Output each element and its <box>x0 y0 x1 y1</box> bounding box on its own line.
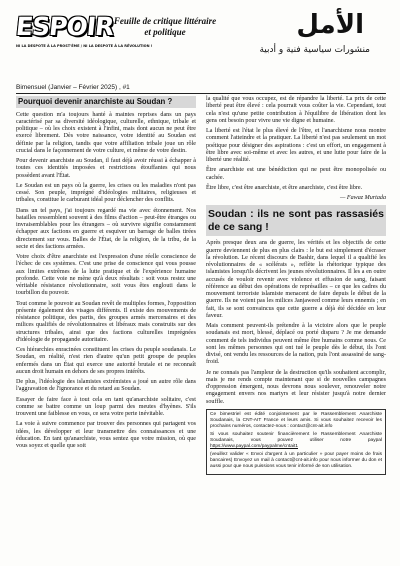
article2-headline: Soudan : ils ne sont pas rassasiés de ce sang ! <box>206 205 386 236</box>
header-divider <box>16 93 386 94</box>
article1-signature: — Fawaz Murtada <box>339 195 386 201</box>
espoir-logo <box>14 12 153 72</box>
article1-paragraph: Essayer de faire face à tout cela en tant qu'anarchiste solitaire, c'est comme se battre comme un loup parmi des meutes d'hyènes. S'ils trouvent une faiblesse en vous, ce sera votre perte inévitable. <box>16 396 196 417</box>
right-column <box>206 96 386 475</box>
article1-paragraph: Votre choix d'être anarchiste est l'expression d'une réelle conscience de l'échec de ces systèmes. C'est une prise de conscience qui vous pousse aux limites extrêmes de la lutte pratique et de l'expérience humaine profonde. Cette voie ne mène qu'à deux résultats : soit vous restez une véritable résistance révolutionnaire, soit vous êtes englouti dans le tourbillon du pouvoir. <box>16 254 196 297</box>
article1-continuation: Être libre, c'est être anarchiste, et être anarchiste, c'est être libre. <box>206 184 363 191</box>
article2-paragraph: Je ne connais pas l'ampleur de la destruction qu'ils souhaitent accomplir, mais je me rends compte maintenant que si de nouvelles campagnes d'oppression émergent, nous devrons nous soulever, renouveler notre engagement envers nos martyrs et leur résister jusqu'à notre dernier souffle. <box>206 369 386 405</box>
article1-continuation: La liberté est l'état le plus élevé de l'être, et l'anarchisme nous montre comment l'atteindre et la pratiquer. La liberté n'est pas seulement un mot poétique pour désigner des aspirations : c'est un effort, un engagement à être libre avec soi-même et avec les autres, et une lutte pour faire de la liberté une réalité. <box>206 128 386 163</box>
logo-text: ESPOIR <box>14 12 115 41</box>
publication-subtitle: Feuille de critique littéraire et politique <box>113 16 217 37</box>
left-column <box>16 96 196 453</box>
arabic-subtitle: منشورات سياسية فنية و أدبية <box>259 45 370 55</box>
article2-paragraph: Après presque deux ans de guerre, les vérités et les objectifs de cette guerre deviennent de plus en plus clairs : le but est simplement d'écraser la révolution. Le récent discours de Bashir, dans lequel il a qualifié les révolutionnaires de « scélérats », reflète la rhétorique typique des islamistes lorsqu'ils décrivent les jeunes révolutionnaires. Il les a en outre accusés de vouloir revenir avec violence et effusion de sang, faisant référence au début des opérations de représailles – ce que les cadres du mouvement terroriste islamiste menacent de faire depuis le début de la guerre. Ils ne voient pas les milices Janjaweed comme leurs ennemis ; en fait, ils se sont convaincus que cette guerre a déjà été décidée en leur faveur. <box>206 240 386 319</box>
article1-paragraph: Pour devenir anarchiste au Soudan, il faut déjà avoir réussi à échapper à toutes ces identités imposées et restrictions étouffantes qui nous possèdent avant l'État. <box>16 158 196 179</box>
notice-publisher: Ce bimestriel est édité conjointement par le Rassemblement Anarchiste Soudanais, la CNT-AIT France et leurs amis. Si vous souhaitez recevoir les prochains numéros, contactez-nous : contact@cnt-ait.info <box>210 411 382 429</box>
notice-instructions: (veuillez valider « Envoi d'argent à un particulier » pour payer moins de frais bancaires) Envoyez un mail à contact@cnt-ait.info pour nous informer du don et aussi pour que nous puissions vous tenir informé de son utilisation. <box>210 451 382 469</box>
arabic-title: الأمل <box>296 10 364 40</box>
paypal-link[interactable]: https://www.paypal.com/paypalme/cntait1 <box>210 443 298 449</box>
contact-notice-box <box>206 409 386 475</box>
logo-tagline: NI LA DESPOTE À LA PROST'ÉME / NI LA DESPOTE À LA RÉVOLUTION ! <box>16 44 153 48</box>
article2-paragraph: Mais comment peuvent-ils prétendre à la victoire alors que le peuple soudanais est mort, blessé, déplacé ou porté disparu ? Je me demande comment de tels individus peuvent même être humains comme nous. Ce sont les mêmes personnes qui ont tué le peuple dès le début, ils l'ont divisé, ont vendu les ressources de la nation, puis l'ont assassiné de sang-froid. <box>206 323 386 366</box>
article1-paragraph: Dans un tel pays, j'ai toujours regardé ma vie avec étonnement. Nos batailles ressemblent souvent à des films d'action – peut-être étranges ou invraisemblables pour les étrangers – où survivre signifie constamment échapper aux factions en guerre et esquiver un barrage de balles tirées directement sur vous. Balles de l'État, de la religion, de la tribu, de la secte et des factions armées. <box>16 207 196 250</box>
article1-paragraph: Cette question m'a toujours hanté à maintes reprises dans un pays caractérisé par sa diversité idéologique, culturelle, ethnique, tribale et politique – où les choix existent à l'infini, mais dont aucun ne peut être exercé librement. Dès votre naissance, votre identité au Soudan est définie par la religion, tandis que votre affiliation tribale joue un rôle crucial dans le façonnement de votre culture, et même de votre destin. <box>16 111 196 154</box>
article1-paragraph: De plus, l'idéologie des islamistes extrémistes a joué un autre rôle dans l'aggravation de l'ignorance et du retard au Soudan. <box>16 379 196 393</box>
article1-paragraph: La voie à suivre commence par trouver des personnes qui partagent vos idées, les développer et leur transmettre des connaissances et une éducation. En tant qu'anarchiste, vous sentez que votre mission, où que vous soyez et quelle que soit <box>16 421 196 449</box>
article1-paragraph: Ces hiérarchies enracinées constituent les crises du peuple soudanais. Le Soudan, en réalité, n'est rien d'autre qu'un petit groupe de peuples enfermés dans un État qui exerce une autorité brutale et ne reconnaît aucun droit humain en dehors de ses propres intérêts. <box>16 347 196 375</box>
article1-paragraph: Le Soudan est un pays où la guerre, les crises ou les maladies n'ont pas cessé. Son peuple, imprégné d'idéologies militaires, religieuses et tribales, constitue le carburant idéal pour déclencher des conflits. <box>16 182 196 204</box>
article1-headline: Pourquoi devenir anarchiste au Soudan ? <box>16 96 196 108</box>
notice-support-text: Si vous souhaitez soutenir financièrement le Rassemblement Anarchiste Soudanais, vous pouvez utiliser notre paypal <box>210 431 382 443</box>
article1-continuation: Être anarchiste est une bénédiction qui ne peut être monopolisée ou cachée. <box>206 167 386 181</box>
notice-support <box>210 432 382 450</box>
article1-continuation: la qualité que vous occupez, est de répandre la liberté. La prix de cette liberté peut être élevé : cela pourrait vous coûter la vie. Cependant, tout cela n'est qu'une petite contribution à l'équilibre de libération dont les gens ont besoin pour vivre une vie digne et humaine. <box>206 96 386 124</box>
article1-paragraph: Tout comme le pouvoir au Soudan revêt de multiples formes, l'opposition présente également des visages différents. Il existe des mouvements de résistance politique, des partis, des groupes armés mercenaires et des milices qualifiés de révolutionnaires et libéraux mais construits sur des structures tribales, ainsi que des factions culturelles imprégnées d'idéologie de propagande autoritaire. <box>16 300 196 343</box>
issue-line: Bimensuel (Janvier – Février 2025) , #1 <box>16 84 130 91</box>
